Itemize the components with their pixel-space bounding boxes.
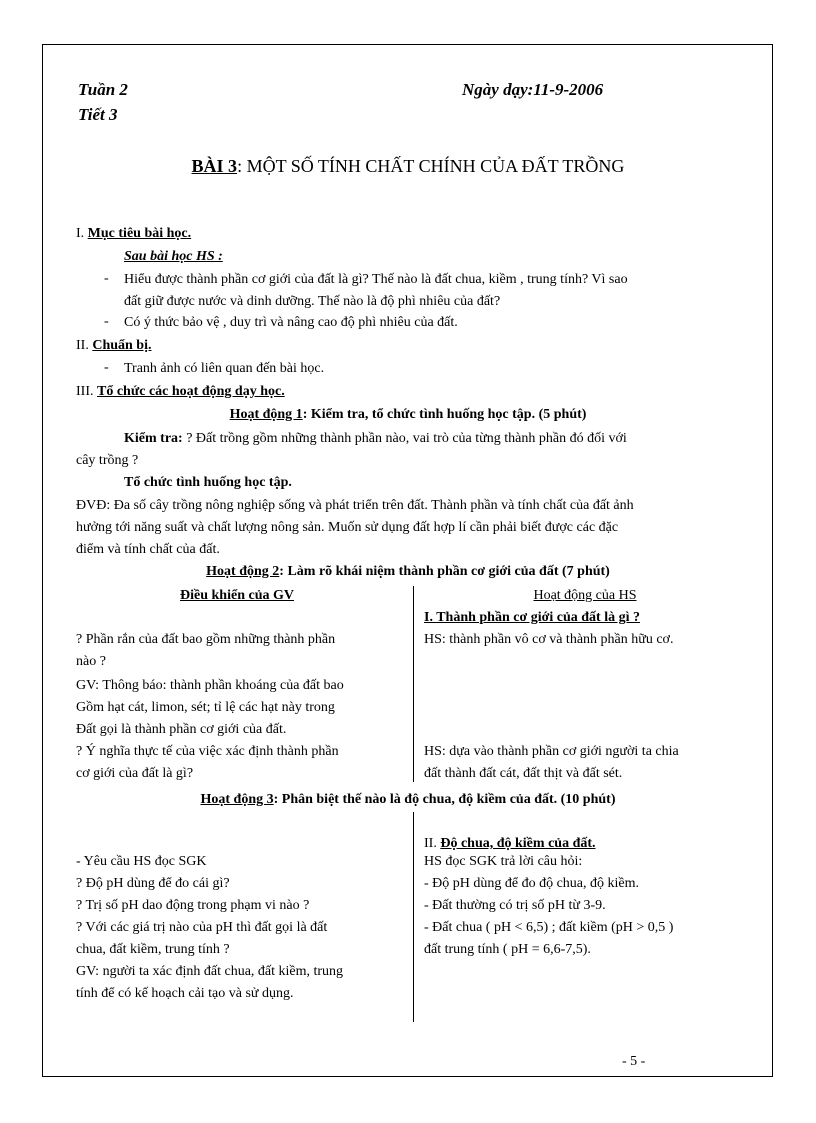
bullet-dash: - [104,314,109,329]
date-label: Ngày dạy:11-9-2006 [462,80,604,99]
gv-line: ? Phần rắn của đất bao gồm những thành phần [76,632,336,647]
column-divider [413,812,414,1022]
col-header-gv: Điều khiển của GV [180,588,294,603]
section-1-heading: I. Mục tiêu bài học. [76,226,192,241]
gv-line: GV: người ta xác định đất chua, đất kiềm, trung [76,964,344,979]
hs-line: HS: thành phần vô cơ và thành phần hữu cơ. [424,632,674,647]
gv-line: ? Với các giá trị nào của pH thì đất gọi là đất [76,920,328,935]
preparation-item: Tranh ảnh có liên quan đến bài học. [124,361,325,376]
gv-line: Đất gọi là thành phần cơ giới của đất. [76,722,287,737]
gv-line: cơ giới của đất là gì? [76,766,194,781]
dvd-line-2: hưởng tới năng suất và chất lượng nông sản. Muốn sử dụng đất hợp lí cần phải biết được các đặc [76,520,619,535]
hs-line: - Đất thường có trị số pH từ 3-9. [424,898,606,913]
lesson-number: BÀI 3 [191,156,238,176]
objective-1-cont: đất giữ được nước và dinh dưỡng. Thế nào là độ phì nhiêu của đất? [124,294,501,309]
hs-line: - Độ pH dùng để đo độ chua, độ kiềm. [424,876,640,891]
page-number: - 5 - [622,1054,646,1069]
dvd-line-3: điểm và tính chất của đất. [76,542,220,557]
hs-heading-1: I. Thành phần cơ giới của đất là gì ? [424,610,640,625]
check-question: Kiểm tra: ? Đất trồng gồm những thành phần nào, vai trò của từng thành phần đó đối với [124,431,627,446]
objective-1: Hiểu được thành phần cơ giới của đất là gì? Thế nào là đất chua, kiềm , trung tính? Vì sao [124,272,628,287]
gv-line: Gồm hạt cát, limon, sét; tỉ lệ các hạt này trong [76,700,335,715]
week-label: Tuần 2 [78,80,128,99]
section-2-heading: II. Chuẩn bị. [76,338,152,353]
column-divider [413,586,414,782]
activity-1-heading: Hoạt động 1: Kiểm tra, tổ chức tình huống học tập. (5 phút) [229,407,587,422]
hs-line: HS đọc SGK trả lời câu hỏi: [424,854,583,869]
bullet-dash: - [104,271,109,286]
hs-line: đất thành đất cát, đất thịt và đất sét. [424,766,623,781]
gv-line: ? Độ pH dùng để đo cái gì? [76,876,230,891]
page-title [0,156,816,177]
gv-line: nào ? [76,654,106,669]
gv-line: ? Ý nghĩa thực tế của việc xác định thành phần [76,744,339,759]
gv-line: GV: Thông báo: thành phần khoáng của đất bao [76,678,344,693]
gv-line: ? Trị số pH dao động trong phạm vi nào ? [76,898,310,913]
section-3-heading: III. Tổ chức các hoạt động dạy học. [76,384,285,399]
hs-heading-2: II. Độ chua, độ kiềm của đất. [424,836,596,851]
hs-line: HS: dựa vào thành phần cơ giới người ta chia [424,744,679,759]
col-header-hs: Hoạt động của HS [533,588,637,603]
hs-line: đất trung tính ( pH = 6,6-7,5). [424,942,591,957]
check-question-cont: cây trồng ? [76,453,139,468]
gv-line: tính để có kế hoạch cải tạo và sử dụng. [76,986,294,1001]
situation-label: Tổ chức tình huống học tập. [124,475,292,490]
period-label: Tiết 3 [78,105,118,124]
gv-line: chua, đất kiềm, trung tính ? [76,942,230,957]
bullet-dash: - [104,360,109,375]
objective-2: Có ý thức bảo vệ , duy trì và nâng cao độ phì nhiêu của đất. [124,315,458,330]
activity-3-heading: Hoạt động 3: Phân biệt thế nào là độ chua, độ kiềm của đất. (10 phút) [200,792,616,807]
section-1-sub: Sau bài học HS : [124,249,223,264]
gv-line: - Yêu cầu HS đọc SGK [76,854,207,869]
activity-2-heading: Hoạt động 2: Làm rõ khái niệm thành phần cơ giới của đất (7 phút) [206,564,610,579]
hs-line: - Đất chua ( pH < 6,5) ; đất kiềm (pH > 0,5 ) [424,920,674,935]
dvd-line-1: ĐVĐ: Đa số cây trồng nông nghiệp sống và phát triển trên đất. Thành phần và tính chất của đất ảnh [76,498,634,513]
lesson-title: : MỘT SỐ TÍNH CHẤT CHÍNH CỦA ĐẤT TRỒNG [237,156,625,176]
